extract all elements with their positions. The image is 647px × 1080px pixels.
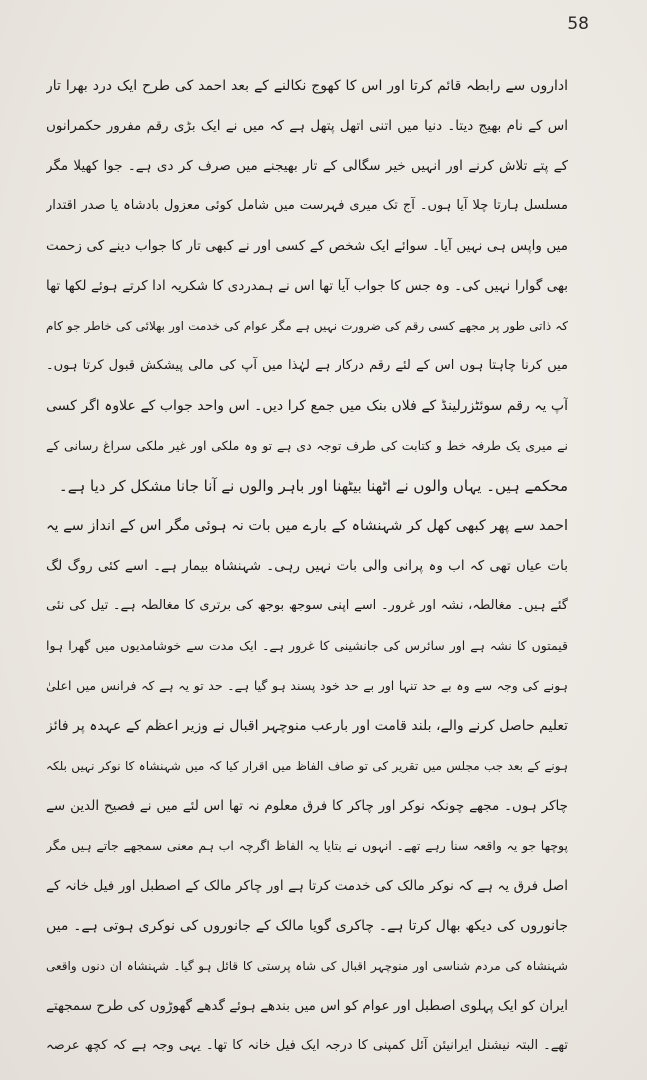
text-line: اداروں سے رابطہ قائم کرتا اور اس کا کھوج نکالنے کے بعد احمد کی طرح ایک درد بھرا تار <box>46 78 568 94</box>
text-line: بھی گوارا نہیں کی۔ وہ جس کا جواب آیا تھا اس نے ہمدردی کا شکریہ ادا کرتے ہوئے لکھا تھا <box>46 278 568 294</box>
text-line: مسلسل ہارتا چلا آیا ہوں۔ آج تک میری فہرست میں شامل کوئی معزول بادشاہ یا صدر اقتدار <box>46 198 568 213</box>
text-line: جانوروں کی دیکھ بھال کرتا ہے۔ چاکری گویا مالک کے جانوروں کی نوکری ہوتی ہے۔ میں <box>46 918 568 934</box>
text-line: آپ یہ رقم سوئٹزرلینڈ کے فلاں بنک میں جمع کرا دیں۔ اس واحد جواب کے علاوہ اگر کسی <box>46 398 568 414</box>
text-line: بات عیاں تھی کہ اب وہ پرانی والی بات نہیں رہی۔ شہنشاہ بیمار ہے۔ اسے کئی روگ لگ <box>46 558 568 574</box>
text-line: پوچھا جو یہ واقعہ سنا رہے تھے۔ انہوں نے بتایا یہ الفاظ اگرچہ اب ہم معنی سمجھے جاتے ہیں مگر <box>46 838 568 853</box>
text-line: گئے ہیں۔ مغالطہ، نشہ اور غرور۔ اسے اپنی سوجھ بوجھ کی برتری کا مغالطہ ہے۔ تیل کی نئی <box>46 598 568 613</box>
text-line: چاکر ہوں۔ مجھے چونکہ نوکر اور چاکر کا فرق معلوم نہ تھا اس لئے میں نے فصیح الدین سے <box>46 798 568 814</box>
text-line: تعلیم حاصل کرنے والے، بلند قامت اور بارعب منوچہر اقبال نے وزیر اعظم کے عہدہ پر فائز <box>46 718 568 734</box>
text-line: تھے۔ البتہ نیشنل ایرانیئن آئل کمپنی کا درجہ ایک فیل خانہ کا تھا۔ یہی وجہ ہے کہ کچھ عرصہ <box>46 1038 568 1053</box>
text-line: قیمتوں کا نشہ ہے اور سائرس کی جانشینی کا غرور ہے۔ ایک مدت سے خوشامدیوں میں گھرا ہوا <box>46 638 568 653</box>
page-body-text <box>46 66 568 1066</box>
text-line: اس کے نام بھیج دیتا۔ دنیا میں اتنی اتھل پتھل ہے کہ میں نے ایک بڑی رقم مفرور حکمرانوں <box>46 118 568 134</box>
text-line: محکمے ہیں۔ یہاں والوں نے اٹھنا بیٹھنا اور باہر والوں نے آنا جانا مشکل کر دیا ہے۔ <box>58 477 568 495</box>
text-line: اصل فرق یہ ہے کہ نوکر مالک کی خدمت کرتا ہے اور چاکر مالک کے اصطبل اور فیل خانہ کے <box>46 878 568 894</box>
text-line: ہونے کی وجہ سے وہ بے حد تنہا اور بے حد خود پسند ہو گیا ہے۔ حد تو یہ ہے کہ فرانس میں اعلیٰ <box>46 678 568 693</box>
page-number: 58 <box>567 14 589 34</box>
text-line: ایران کو ایک پہلوی اصطبل اور عوام کو اس میں بندھے ہوئے گدھے گھوڑوں کی طرح سمجھتے <box>46 998 568 1014</box>
text-line: شہنشاہ کی مردم شناسی اور منوچہر اقبال کی شاہ پرستی کا قائل ہو گیا۔ شہنشاہ ان دنوں واقعی <box>46 959 568 973</box>
text-line: میں واپس ہی نہیں آیا۔ سوائے ایک شخص کے کسی اور نے کبھی تار کا جواب دینے کی زحمت <box>46 238 568 254</box>
text-line: ہونے کے بعد جب مجلس میں تقریر کی تو صاف الفاظ میں اقرار کیا کہ میں شہنشاہ کا نوکر نہیں بلکہ <box>46 759 568 773</box>
text-line: نے میری یک طرفہ خط و کتابت کی طرف توجہ دی ہے تو وہ ملکی اور غیر ملکی سراغ رسانی کے <box>46 438 568 453</box>
text-line: میں کرنا چاہتا ہوں اس کے لئے رقم درکار ہے لہٰذا میں آپ کی مالی پیشکش قبول کرتا ہوں۔ <box>46 358 568 373</box>
text-line: کہ ذاتی طور پر مجھے کسی رقم کی ضرورت نہیں ہے مگر عوام کی خدمت اور بھلائی کی خاطر جو کام <box>46 319 568 333</box>
text-line: کے پتے تلاش کرنے اور انہیں خیر سگالی کے تار بھیجنے میں صرف کر دی ہے۔ جوا کھیلا مگر <box>46 158 568 174</box>
text-line: احمد سے پھر کبھی کھل کر شہنشاہ کے بارے میں بات نہ ہوئی مگر اس کے انداز سے یہ <box>46 518 568 534</box>
